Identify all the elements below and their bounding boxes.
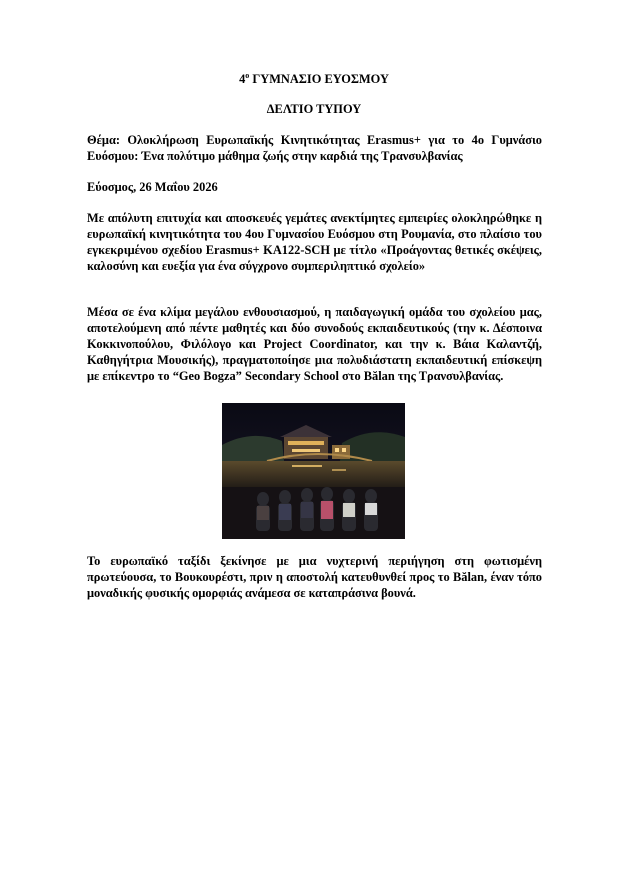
dateline: Εύοσμος, 26 Μαΐου 2026 <box>87 180 218 194</box>
paragraph-team: Μέσα σε ένα κλίμα μεγάλου ενθουσιασμού, η παιδαγωγική ομάδα του σχολείου μας, αποτελούμενη από πέντε μαθητές και δύο συνοδούς εκπαιδευτικούς (την κ. Δέσποινα Κοκκινοπούλου, Φιλόλογο και Project Coordinator, και την κ. Βάια Καλαντζή, Καθηγήτρια Μουσικής), πραγματοποίησε μια πολυδιάστατη εκπαιδευτική επίσκεψη με επίκεντρο το “Geo Bogza” Secondary School στο Bălan της Τρανσυλβανίας. <box>87 305 542 383</box>
school-name: ΓΥΜΝΑΣΙΟ ΕΥΟΣΜΟΥ <box>249 72 389 86</box>
school-heading <box>0 71 628 87</box>
paragraph-journey: Το ευρωπαϊκό ταξίδι ξεκίνησε με μια νυχτερινή περιήγηση στη φωτισμένη πρωτεύουσα, το Βουκουρέστι, πριν η αποστολή κατευθυνθεί προς το Bălan, έναν τόπο μοναδικής φυσικής ομορφιάς ανάμεσα σε καταπράσινα βουνά. <box>87 554 542 600</box>
paragraph-intro: Με απόλυτη επιτυχία και αποσκευές γεμάτες ανεκτίμητες εμπειρίες ολοκληρώθηκε η ευρωπαϊκή κινητικότητα του 4ου Γυμνασίου Ευόσμου στη Ρουμανία, στο πλαίσιο του εγκεκριμένου σχεδίου Erasmus+ KA122-SCH με τίτλο «Προάγοντας θετικές σκέψεις, καλοσύνη και ευεξία για ένα σύγχρονο συμπεριληπτικό σχολείο» <box>87 211 542 273</box>
school-number: 4 <box>239 72 246 86</box>
subject-line: Θέμα: Ολοκλήρωση Ευρωπαϊκής Κινητικότητας Erasmus+ για το 4ο Γυμνάσιο Ευόσμου: Ένα πολύτιμο μάθημα ζωής στην καρδιά της Τρανσυλβανίας <box>87 133 542 163</box>
press-release-title: ΔΕΛΤΙΟ ΤΥΠΟΥ <box>266 102 362 116</box>
group-photo <box>222 403 405 539</box>
school-superscript: ο <box>245 70 250 80</box>
